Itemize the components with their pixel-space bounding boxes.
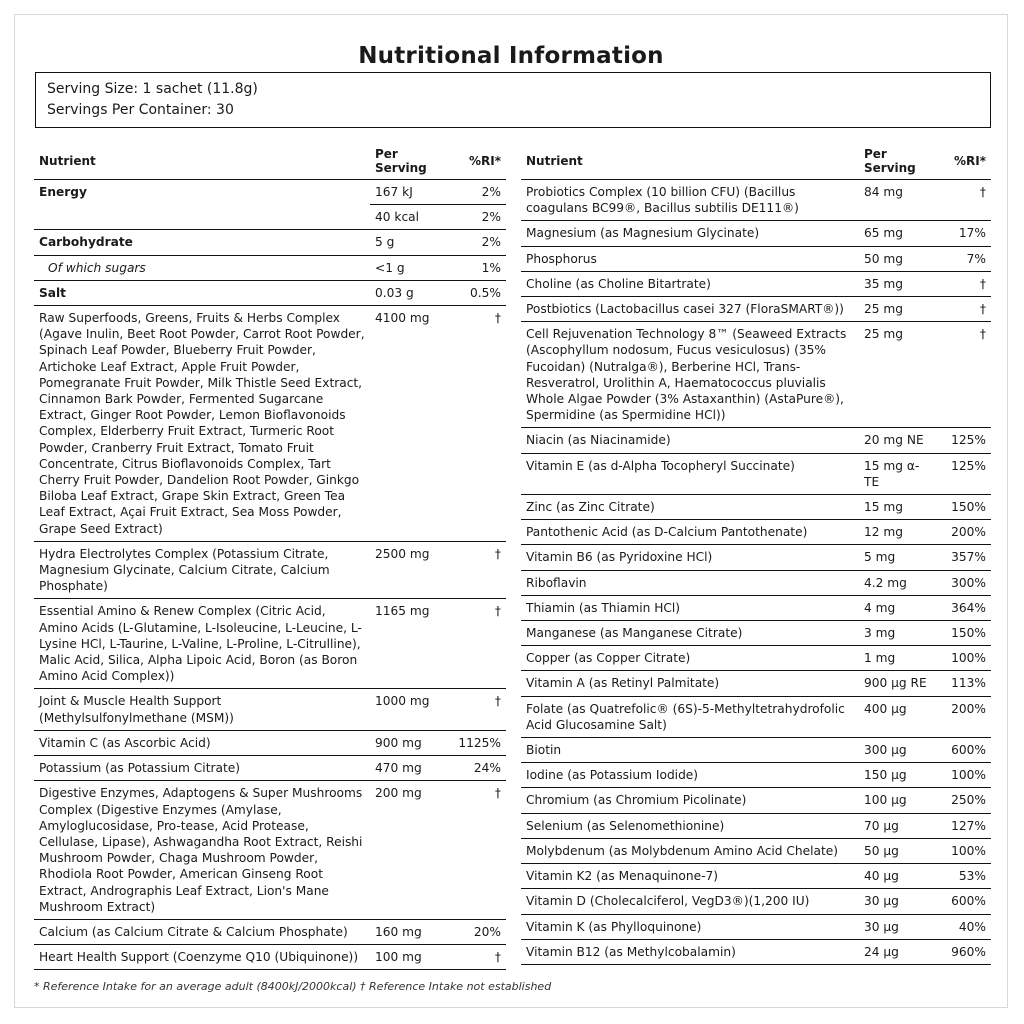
- table-row: [521, 221, 991, 246]
- per-serving-value: 15 mg α-TE: [859, 453, 937, 494]
- header-per-serving: Per Serving: [370, 143, 444, 180]
- nutrient-name: Vitamin B6 (as Pyridoxine HCl): [521, 545, 859, 570]
- ri-value: 600%: [937, 889, 991, 914]
- per-serving-value: 70 µg: [859, 813, 937, 838]
- ri-value: †: [444, 541, 506, 599]
- ri-value: 2%: [444, 180, 506, 205]
- per-serving-value: 4 mg: [859, 595, 937, 620]
- page-title: Nutritional Information: [358, 43, 664, 69]
- ri-value: 100%: [937, 838, 991, 863]
- per-serving-value: 30 µg: [859, 914, 937, 939]
- nutrient-name: Riboflavin: [521, 570, 859, 595]
- table-row: [521, 914, 991, 939]
- per-serving-value: 5 mg: [859, 545, 937, 570]
- nutrient-name: Molybdenum (as Molybdenum Amino Acid Chelate): [521, 838, 859, 863]
- table-row: [521, 621, 991, 646]
- table-row: [521, 646, 991, 671]
- table-row: [521, 738, 991, 763]
- ri-value: 20%: [444, 919, 506, 944]
- table-header-row: [34, 143, 506, 180]
- nutrient-name: Phosphorus: [521, 246, 859, 271]
- ri-value: 200%: [937, 520, 991, 545]
- serving-size: Serving Size: 1 sachet (11.8g): [47, 81, 258, 97]
- per-serving-value: 2500 mg: [370, 541, 444, 599]
- ri-value: 357%: [937, 545, 991, 570]
- nutrient-name: Vitamin B12 (as Methylcobalamin): [521, 939, 859, 964]
- ri-value: †: [444, 306, 506, 542]
- ri-value: 250%: [937, 788, 991, 813]
- left-nutrient-table: [34, 143, 506, 970]
- table-row: [521, 545, 991, 570]
- per-serving-value: 0.03 g: [370, 280, 444, 305]
- nutrient-name: Salt: [34, 280, 370, 305]
- table-row: [521, 271, 991, 296]
- nutrient-name: Energy: [39, 185, 87, 199]
- table-row: [521, 788, 991, 813]
- table-row: [521, 297, 991, 322]
- per-serving-value: 24 µg: [859, 939, 937, 964]
- table-row: [521, 595, 991, 620]
- per-serving-value: 20 mg NE: [859, 428, 937, 453]
- nutrient-name: Raw Superfoods, Greens, Fruits & Herbs Complex (Agave Inulin, Beet Root Powder, Carrot Root Powder, Spinach Leaf Powder, Blueberry Fruit Powder, Artichoke Leaf Extract, Apple Fruit Powder, Pomegranate Fruit Powder, Milk Thistle Seed Extract, Cinnamon Bark Powder, Fermented Sugarcane Extract, Ginger Root Powder, Lemon Bioflavonoids Complex, Elderberry Fruit Extract, Turmeric Root Powder, Cranberry Fruit Extract, Tomato Fruit Concentrate, Citrus Bioflavonoids Complex, Tart Cherry Fruit Powder, Dandelion Root Powder, Ginkgo Biloba Leaf Extract, Grape Skin Extract, Green Tea Leaf Extract, Açai Fruit Extract, Sea Moss Powder, Grape Seed Extract): [34, 306, 370, 542]
- table-row: [521, 838, 991, 863]
- ri-value: 100%: [937, 646, 991, 671]
- table-row: [521, 453, 991, 494]
- ri-value: 53%: [937, 864, 991, 889]
- table-row: [34, 255, 506, 280]
- table-row: [34, 230, 506, 255]
- ri-value: †: [444, 689, 506, 730]
- ri-value: 364%: [937, 595, 991, 620]
- nutrient-name: Vitamin A (as Retinyl Palmitate): [521, 671, 859, 696]
- ri-value: 40%: [937, 914, 991, 939]
- per-serving-value: 470 mg: [370, 756, 444, 781]
- header-ri: %RI*: [937, 143, 991, 180]
- per-serving-value: 40 µg: [859, 864, 937, 889]
- table-row: [34, 180, 506, 205]
- ri-value: 150%: [937, 495, 991, 520]
- ri-value: 0.5%: [444, 280, 506, 305]
- table-header-row: [521, 143, 991, 180]
- nutrient-name: Vitamin D (Cholecalciferol, VegD3®)(1,200 IU): [521, 889, 859, 914]
- ri-value: 24%: [444, 756, 506, 781]
- per-serving-value: 150 µg: [859, 763, 937, 788]
- table-row: [521, 813, 991, 838]
- per-serving-value: 200 mg: [370, 781, 444, 920]
- table-row: [34, 280, 506, 305]
- nutrient-name: Iodine (as Potassium Iodide): [521, 763, 859, 788]
- right-table-body: [521, 180, 991, 965]
- nutrient-name: Vitamin K2 (as Menaquinone-7): [521, 864, 859, 889]
- ri-value: †: [937, 297, 991, 322]
- ri-value: 113%: [937, 671, 991, 696]
- table-row: [34, 756, 506, 781]
- ri-value: 960%: [937, 939, 991, 964]
- ri-value: 125%: [937, 428, 991, 453]
- ri-value: †: [937, 271, 991, 296]
- per-serving-value: 40 kcal: [370, 205, 444, 230]
- ri-value: 200%: [937, 696, 991, 737]
- per-serving-value: 65 mg: [859, 221, 937, 246]
- ri-value: 127%: [937, 813, 991, 838]
- nutrient-name: Chromium (as Chromium Picolinate): [521, 788, 859, 813]
- ri-value: 1125%: [444, 730, 506, 755]
- nutrient-name: Carbohydrate: [34, 230, 370, 255]
- nutrient-name: Biotin: [521, 738, 859, 763]
- left-table-body: [34, 180, 506, 970]
- table-row: [521, 520, 991, 545]
- per-serving-value: 84 mg: [859, 180, 937, 221]
- ri-value: 125%: [937, 453, 991, 494]
- nutrient-name: Hydra Electrolytes Complex (Potassium Citrate, Magnesium Glycinate, Calcium Citrate, Calcium Phosphate): [34, 541, 370, 599]
- nutrient-name: Copper (as Copper Citrate): [521, 646, 859, 671]
- nutrient-name: Digestive Enzymes, Adaptogens & Super Mushrooms Complex (Digestive Enzymes (Amylase, Amyloglucosidase, Pro-tease, Acid Protease, Cellulase, Lipase), Ashwagandha Root Extract, Reishi Mushroom Powder, Chaga Mushroom Powder, Rhodiola Root Powder, American Ginseng Root Extract, Andrographis Leaf Extract, Lion's Mane Mushroom Extract): [34, 781, 370, 920]
- table-row: [521, 180, 991, 221]
- table-row: [521, 864, 991, 889]
- per-serving-value: 900 µg RE: [859, 671, 937, 696]
- nutrient-name: Joint & Muscle Health Support (Methylsulfonylmethane (MSM)): [34, 689, 370, 730]
- ri-value: 150%: [937, 621, 991, 646]
- ri-value: 1%: [444, 255, 506, 280]
- nutrient-name: Selenium (as Selenomethionine): [521, 813, 859, 838]
- nutrient-name: Probiotics Complex (10 billion CFU) (Bacillus coagulans BC99®, Bacillus subtilis DE111®): [521, 180, 859, 221]
- per-serving-value: 1000 mg: [370, 689, 444, 730]
- servings-per-container: Servings Per Container: 30: [47, 102, 234, 118]
- per-serving-value: 5 g: [370, 230, 444, 255]
- table-row: [34, 919, 506, 944]
- table-row: [521, 246, 991, 271]
- header-ri: %RI*: [444, 143, 506, 180]
- per-serving-value: 1165 mg: [370, 599, 444, 689]
- header-nutrient: Nutrient: [521, 143, 859, 180]
- nutrient-name: Zinc (as Zinc Citrate): [521, 495, 859, 520]
- serving-info-box: [35, 72, 991, 128]
- table-row: [34, 945, 506, 970]
- right-nutrient-table: [521, 143, 991, 965]
- nutrition-panel: [14, 14, 1008, 1008]
- table-row: [521, 939, 991, 964]
- per-serving-value: 25 mg: [859, 322, 937, 428]
- nutrient-name: Vitamin E (as d-Alpha Tocopheryl Succinate): [521, 453, 859, 494]
- ri-value: 2%: [444, 205, 506, 230]
- table-row: [521, 322, 991, 428]
- per-serving-value: 1 mg: [859, 646, 937, 671]
- nutrient-name: Pantothenic Acid (as D-Calcium Pantothenate): [521, 520, 859, 545]
- ri-value: 7%: [937, 246, 991, 271]
- table-row: [34, 689, 506, 730]
- table-row: [521, 428, 991, 453]
- per-serving-value: 15 mg: [859, 495, 937, 520]
- per-serving-value: 3 mg: [859, 621, 937, 646]
- per-serving-value: <1 g: [370, 255, 444, 280]
- right-nutrient-column: [521, 143, 991, 965]
- ri-value: 300%: [937, 570, 991, 595]
- table-row: [521, 570, 991, 595]
- per-serving-value: 100 mg: [370, 945, 444, 970]
- nutrient-name: Cell Rejuvenation Technology 8™ (Seaweed Extracts (Ascophyllum nodosum, Fucus vesiculosus) (35% Fucoidan) (Nutralga®), Berberine HCl, Trans-Resveratrol, Urolithin A, Haematococcus pluvialis Whole Algae Powder (3% Astaxanthin) (AstaPure®), Spermidine (as Spermidine HCl)): [521, 322, 859, 428]
- ri-value: 17%: [937, 221, 991, 246]
- per-serving-value: 4100 mg: [370, 306, 444, 542]
- header-per-serving: Per Serving: [859, 143, 937, 180]
- per-serving-value: 12 mg: [859, 520, 937, 545]
- per-serving-value: 4.2 mg: [859, 570, 937, 595]
- nutrient-name: [34, 205, 370, 230]
- ri-value: 2%: [444, 230, 506, 255]
- table-row: [34, 306, 506, 542]
- nutrient-name: Choline (as Choline Bitartrate): [521, 271, 859, 296]
- ri-value: †: [937, 180, 991, 221]
- nutrient-name: Magnesium (as Magnesium Glycinate): [521, 221, 859, 246]
- table-row: [34, 730, 506, 755]
- table-row: [521, 889, 991, 914]
- nutrient-name: Vitamin K (as Phylloquinone): [521, 914, 859, 939]
- nutrient-name: Niacin (as Niacinamide): [521, 428, 859, 453]
- table-row: [521, 495, 991, 520]
- per-serving-value: 35 mg: [859, 271, 937, 296]
- per-serving-value: 167 kJ: [370, 180, 444, 205]
- table-row: [34, 781, 506, 920]
- table-row: [521, 696, 991, 737]
- ri-value: †: [444, 781, 506, 920]
- nutrient-name: Thiamin (as Thiamin HCl): [521, 595, 859, 620]
- per-serving-value: 900 mg: [370, 730, 444, 755]
- per-serving-value: 50 mg: [859, 246, 937, 271]
- nutrient-name: Of which sugars: [34, 255, 370, 280]
- ri-value: 100%: [937, 763, 991, 788]
- nutrient-name: Vitamin C (as Ascorbic Acid): [34, 730, 370, 755]
- table-row: [34, 599, 506, 689]
- ri-value: †: [444, 599, 506, 689]
- nutrient-name: Calcium (as Calcium Citrate & Calcium Phosphate): [34, 919, 370, 944]
- ri-value: †: [937, 322, 991, 428]
- nutrient-name: Postbiotics (Lactobacillus casei 327 (FloraSMART®)): [521, 297, 859, 322]
- table-row: [34, 541, 506, 599]
- per-serving-value: 30 µg: [859, 889, 937, 914]
- footnote: * Reference Intake for an average adult (8400kJ/2000kcal) † Reference Intake not established: [34, 980, 552, 993]
- nutrient-name: Heart Health Support (Coenzyme Q10 (Ubiquinone)): [34, 945, 370, 970]
- nutrient-name: Manganese (as Manganese Citrate): [521, 621, 859, 646]
- nutrient-name: Potassium (as Potassium Citrate): [34, 756, 370, 781]
- per-serving-value: 400 µg: [859, 696, 937, 737]
- nutrient-name: Folate (as Quatrefolic® (6S)-5-Methyltetrahydrofolic Acid Glucosamine Salt): [521, 696, 859, 737]
- ri-value: 600%: [937, 738, 991, 763]
- header-nutrient: Nutrient: [34, 143, 370, 180]
- ri-value: †: [444, 945, 506, 970]
- per-serving-value: 25 mg: [859, 297, 937, 322]
- per-serving-value: 300 µg: [859, 738, 937, 763]
- per-serving-value: 50 µg: [859, 838, 937, 863]
- per-serving-value: 160 mg: [370, 919, 444, 944]
- table-row: [521, 763, 991, 788]
- table-row: [521, 671, 991, 696]
- left-nutrient-column: [34, 143, 506, 970]
- per-serving-value: 100 µg: [859, 788, 937, 813]
- nutrient-name: Essential Amino & Renew Complex (Citric Acid, Amino Acids (L-Glutamine, L-Isoleucine, L-Leucine, L-Lysine HCl, L-Taurine, L-Valine, L-Proline, L-Citrulline), Malic Acid, Silica, Alpha Lipoic Acid, Boron (as Boron Amino Acid Complex)): [34, 599, 370, 689]
- table-row: [34, 205, 506, 230]
